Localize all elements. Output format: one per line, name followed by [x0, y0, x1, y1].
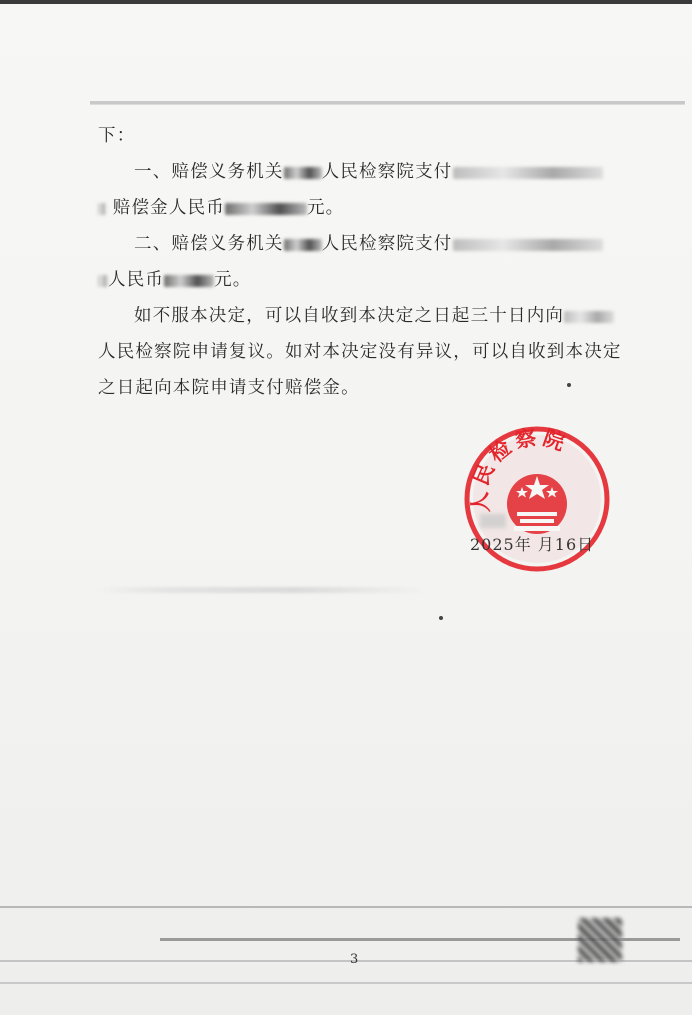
footer-rule	[0, 906, 692, 908]
appeal-notice-line: 之日起向本院申请支付赔偿金。	[98, 378, 360, 398]
appeal-notice-line: 人民检察院申请复议。如对本决定没有异议，可以自收到本决定	[98, 342, 622, 362]
scan-speck	[567, 383, 571, 387]
page-number: 3	[350, 952, 359, 967]
decision-date: 2025年 月16日	[470, 535, 595, 554]
redacted-text	[564, 311, 614, 323]
redacted-text	[98, 203, 106, 215]
national-emblem	[507, 474, 567, 534]
item-one-amount: 赔偿金人民币 元。	[98, 190, 628, 226]
item-one: 一、赔偿义务机关 人民检察院支付	[98, 154, 628, 190]
item-two-amount: 人民币 元。	[98, 262, 628, 298]
scan-speck	[439, 616, 443, 620]
decision-body	[98, 118, 628, 406]
item-two: 二、赔偿义务机关 人民检察院支付	[98, 226, 628, 262]
scan-edge	[0, 0, 692, 4]
redacted-amount	[164, 275, 214, 287]
redacted-text	[453, 167, 603, 179]
header-rule	[90, 101, 685, 105]
redacted-amount	[225, 203, 307, 215]
bleed-through-text	[96, 587, 426, 593]
redacted-text	[284, 239, 322, 251]
appeal-notice-line: 如不服本决定，可以自收到本决定之日起三十日内向	[98, 298, 628, 334]
footer-rule	[0, 982, 692, 984]
text-line: 下：	[98, 126, 136, 146]
seal-text: 人民检察院	[466, 424, 572, 515]
redacted-barcode	[578, 918, 622, 962]
redacted-text	[284, 167, 322, 179]
redacted-text	[453, 239, 603, 251]
redacted-text	[98, 275, 108, 287]
